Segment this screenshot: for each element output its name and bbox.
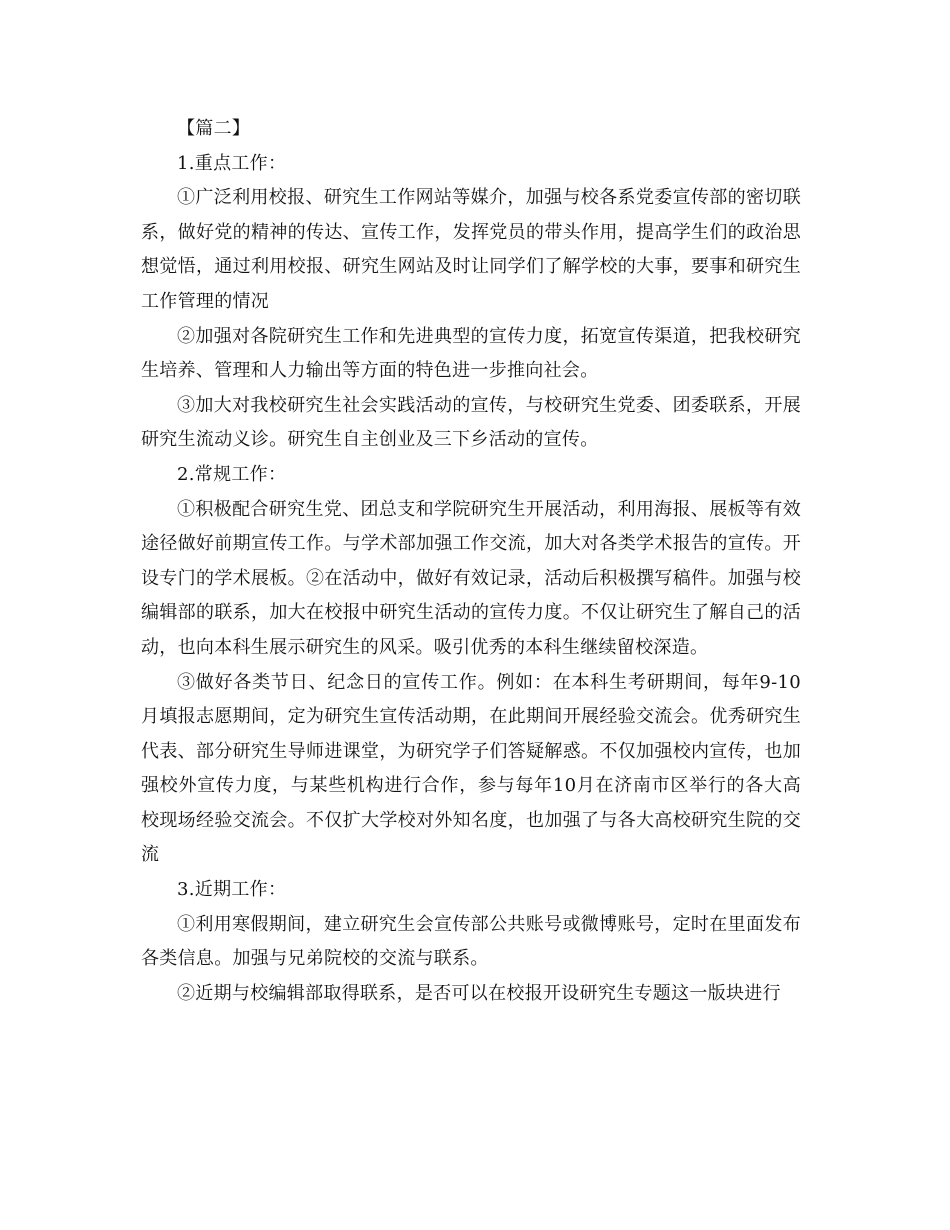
subheading-key-work: 1.重点工作： [177, 152, 287, 174]
subheading-recent-work: 3.近期工作： [177, 879, 287, 901]
paragraph: ①利用寒假期间，建立研究生会宣传部公共账号或微博账号，定时在里面发布各类信息。加强与兄弟院校的交流与联系。 [141, 913, 801, 970]
paragraph: ①积极配合研究生党、团总支和学院研究生开展活动，利用海报、展板等有效途径做好前期宣传工作。与学术部加强工作交流，加大对各类学术报告的宣传。开设专门的学术展板。②在活动中，做好有效记录，活动后积极撰写稿件。加强与校编辑部的联系，加大在校报中研究生活动的宣传力度。不仅让研究生了解自己的活动，也向本科生展示研究生的风采。吸引优秀的本科生继续留校深造。 [141, 498, 801, 658]
paragraph: ②加强对各院研究生工作和先进典型的宣传力度，拓宽宣传渠道，把我校研究生培养、管理和人力输出等方面的特色进一步推向社会。 [141, 325, 801, 382]
paragraph: ③加大对我校研究生社会实践活动的宣传，与校研究生党委、团委联系，开展研究生流动义诊。研究生自主创业及三下乡活动的宣传。 [141, 394, 801, 451]
document-body [141, 112, 801, 1011]
subheading-routine-work: 2.常规工作： [177, 463, 287, 485]
paragraph: ②近期与校编辑部取得联系，是否可以在校报开设研究生专题这一版块进行 [177, 982, 781, 1004]
section-heading: 【篇二】 [177, 118, 251, 139]
paragraph: ③做好各类节日、纪念日的宣传工作。例如：在本科生考研期间，每年9-10月填报志愿期间，定为研究生宣传活动期，在此期间开展经验交流会。优秀研究生代表、部分研究生导师进课堂，为研究学子们答疑解惑。不仅加强校内宣传，也加强校外宣传力度，与某些机构进行合作，参与每年10月在济南市区举行的各大高校现场经验交流会。不仅扩大学校对外知名度，也加强了与各大高校研究生院的交流 [141, 671, 801, 866]
paragraph: ①广泛利用校报、研究生工作网站等媒介，加强与校各系党委宣传部的密切联系，做好党的精神的传达、宣传工作，发挥党员的带头作用，提高学生们的政治思想觉悟，通过利用校报、研究生网站及时让同学们了解学校的大事，要事和研究生工作管理的情况 [141, 187, 801, 312]
